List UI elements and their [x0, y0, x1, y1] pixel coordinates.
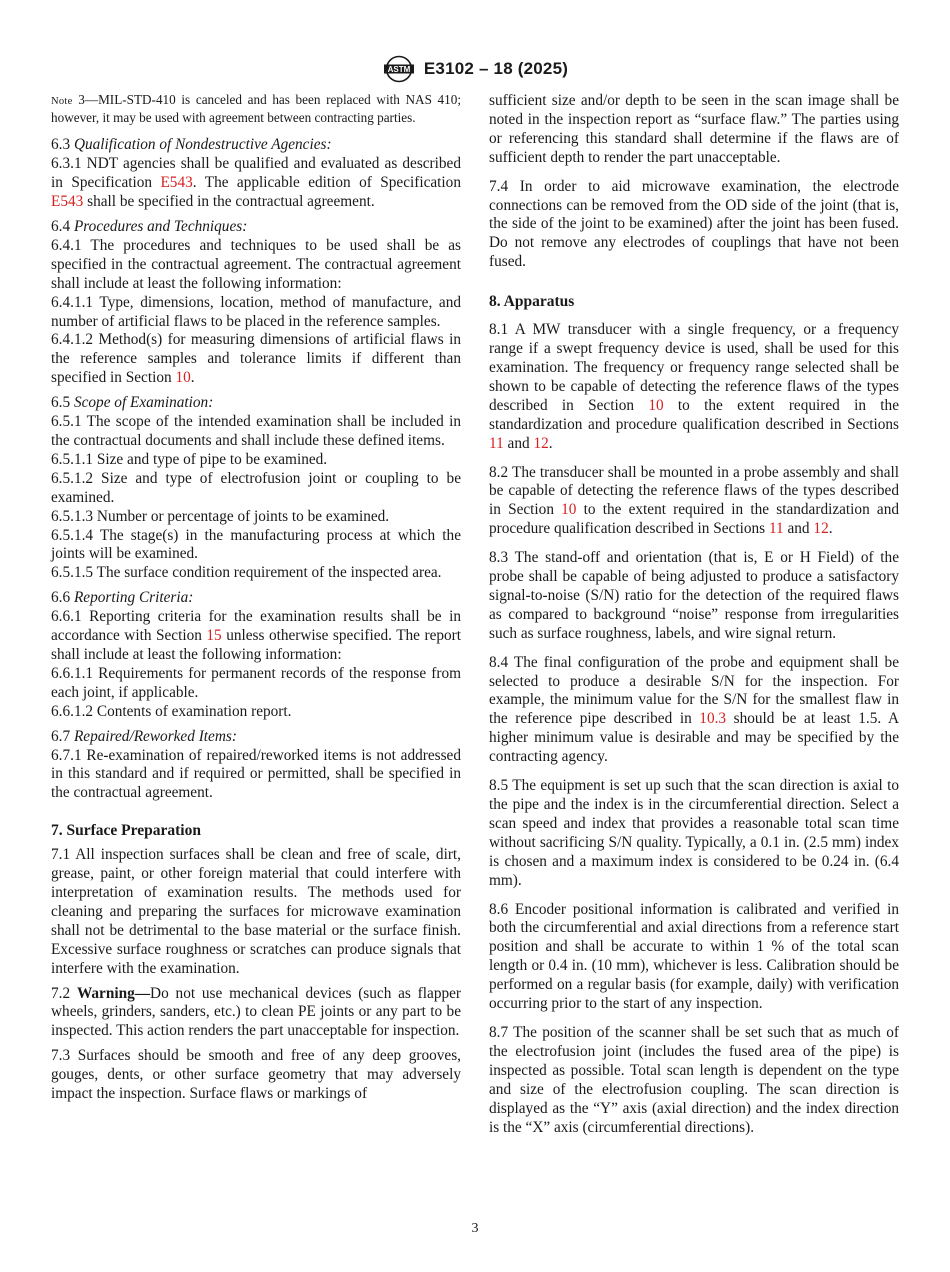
link-e543[interactable]: E543 — [51, 193, 84, 211]
section-6-5-1-2: 6.5.1.2 Size and type of electrofusion joint or coupling to be examined. — [51, 469, 461, 506]
section-6-4-1-2: 6.4.1.2 Method(s) for measuring dimensions of artificial flaws in the reference samples and tolerance limits if different than specified in Section 10. — [51, 331, 461, 387]
link-section-10[interactable]: 10 — [648, 396, 664, 414]
section-6-4-heading: 6.4 Procedures and Techniques: — [51, 218, 248, 236]
section-8-4: 8.4 The final configuration of the probe and equipment shall be selected to produce a desirable S/N for the inspection. For example, the minimum value for the S/N for the smallest flaw in the reference pipe described in 10.3 should be at least 1.5. A higher minimum value is desirable and may be specified by the contracting agency. — [489, 653, 899, 766]
document-id: E3102 – 18 (2025) — [423, 59, 569, 78]
note-3: Note 3—MIL-STD-410 is canceled and has been replaced with NAS 410; however, it may be used with agreement between contracting parties. — [51, 92, 462, 126]
section-6-4-1-1: 6.4.1.1 Type, dimensions, location, method of manufacture, and number of artificial flaws to be placed in the reference samples. — [51, 293, 461, 330]
link-section-10-3[interactable]: 10.3 — [699, 710, 727, 728]
link-e543[interactable]: E543 — [160, 174, 193, 192]
link-section-11[interactable]: 11 — [768, 520, 784, 538]
link-section-15[interactable]: 15 — [206, 627, 222, 645]
section-7-3: 7.3 Surfaces should be smooth and free of any deep grooves, gouges, dents, or other surface geometry that may adversely impact the inspection. Surface flaws or markings of — [51, 1047, 461, 1103]
right-column — [489, 92, 899, 1137]
left-column — [51, 92, 461, 1104]
section-8-3: 8.3 The stand-off and orientation (that is, E or H Field) of the probe shall be capable of being adjusted to produce a satisfactory signal-to-noise (S/N) ratio for the detection of the required flaws as compared to background “noise” response from irregularities such as surface roughness, labels, and wire signal return. — [489, 549, 899, 642]
section-6-6-1: 6.6.1 Reporting criteria for the examination results shall be in accordance with Section 15 unless otherwise specified. The report shall include at least the following information: — [51, 608, 462, 663]
section-6-5-1-5: 6.5.1.5 The surface condition requirement of the inspected area. — [51, 564, 442, 582]
section-6-3-heading: 6.3 Qualification of Nondestructive Agencies: — [51, 136, 332, 154]
section-8-2: 8.2 The transducer shall be mounted in a probe assembly and shall be capable of detecting the reference flaws of the types described in Section 10 to the extent required in the standardization and procedure qualification described in Sections 11 and 12. — [489, 463, 899, 538]
section-8-1: 8.1 A MW transducer with a single frequency, or a frequency range if a swept frequency device is used, shall be used for this examination. The frequency or frequency range selected shall be shown to be capable of detecting the reference flaws of the types described in Section 10 to the extent required in the standardization and procedure qualification described in Sections 11 and 12. — [489, 321, 899, 452]
link-section-11[interactable]: 11 — [489, 434, 504, 452]
section-7-2: 7.2 Warning—Do not use mechanical devices (such as flapper wheels, grinders, sanders, etc.) to clean PE joints or any part to be inspected. This action renders the part unacceptable for inspection. — [51, 984, 461, 1040]
page-number: 3 — [471, 1221, 479, 1236]
section-6-5-1: 6.5.1 The scope of the intended examination shall be included in the contractual documents and shall include these defined items. — [51, 413, 461, 449]
section-7-heading: 7. Surface Preparation — [51, 822, 201, 840]
section-6-5-heading: 6.5 Scope of Examination: — [51, 394, 214, 412]
section-8-7: 8.7 The position of the scanner shall be set such that as much of the electrofusion joint (includes the fused area of the pipe) is inspected as possible. Total scan length is dependent on the type and size of the electrofusion coupling. The scan direction is displayed as the “Y” axis (axial direction) and the index direction is the “X” axis (circumferential directions). — [489, 1023, 899, 1136]
section-6-7-1: 6.7.1 Re-examination of repaired/reworked items is not addressed in this standard and if required or permitted, shall be specified in the contractual agreement. — [51, 746, 461, 802]
section-8-6: 8.6 Encoder positional information is calibrated and verified in both the circumferential and axial directions from a reference start position and shall be accurate to within 1 % of the total scan length or 0.4 in. (10 mm), whichever is less. Calibration should be performed on a regular basis (for example, daily) with verification occurring prior to the start of any inspection. — [489, 900, 899, 1013]
section-6-3-1: 6.3.1 NDT agencies shall be qualified and evaluated as described in Specification E543. The applicable edition of Specification E543 shall be specified in the contractual agreement. — [51, 155, 461, 211]
section-8-heading: 8. Apparatus — [489, 293, 575, 311]
section-6-6-1-2: 6.6.1.2 Contents of examination report. — [51, 702, 292, 720]
link-section-10[interactable]: 10 — [561, 501, 577, 519]
section-6-6-1-1: 6.6.1.1 Requirements for permanent records of the response from each joint, if applicable. — [51, 664, 461, 701]
section-6-5-1-4: 6.5.1.4 The stage(s) in the manufacturing process at which the joints will be examined. — [51, 526, 461, 563]
link-section-12[interactable]: 12 — [813, 520, 829, 538]
section-6-5-1-3: 6.5.1.3 Number or percentage of joints to be examined. — [51, 507, 390, 525]
section-7-4: 7.4 In order to aid microwave examination, the electrode connections can be removed from the OD side of the joint (that is, the side of the joint to be examined) after the joint has been fused. Do not remove any electrodes of couplings that have not been fused. — [489, 177, 899, 271]
section-6-4-1: 6.4.1 The procedures and techniques to be used shall be as specified in the contractual agreement. The contractual agreement shall include at least the following information: — [51, 236, 461, 292]
svg-text:ASTM: ASTM — [387, 65, 411, 74]
link-section-10[interactable]: 10 — [175, 369, 191, 387]
section-6-7-heading: 6.7 Repaired/Reworked Items: — [51, 727, 237, 745]
section-7-3-continued: sufficient size and/or depth to be seen in the scan image shall be noted in the inspection report as “surface flaw.” The parties using or referencing this standard shall determine if the flaws are of sufficient depth to render the part unacceptable. — [489, 92, 899, 166]
section-7-1: 7.1 All inspection surfaces shall be clean and free of scale, dirt, grease, paint, or other foreign material that could interfere with interpretation of examination results. The methods used for cleaning and preparing the surfaces for microwave examination shall not be detrimental to the base material or the surface finish. Excessive surface roughness or scratches can produce signals that interfere with the examination. — [51, 846, 461, 977]
astm-logo-icon — [382, 54, 416, 84]
link-section-12[interactable]: 12 — [533, 434, 549, 452]
page-header — [0, 54, 950, 84]
section-8-5: 8.5 The equipment is set up such that the scan direction is axial to the pipe and the index is in the circumferential direction. Select a scan speed and index that provides a reasonable total scan time without sacrificing S/N quality. Typically, a 0.1 in. (2.5 mm) index is chosen and a maximum index is considered to be 0.24 in. (6.4 mm). — [489, 777, 899, 889]
section-6-6-heading: 6.6 Reporting Criteria: — [51, 589, 194, 607]
section-6-5-1-1: 6.5.1.1 Size and type of pipe to be examined. — [51, 450, 328, 468]
